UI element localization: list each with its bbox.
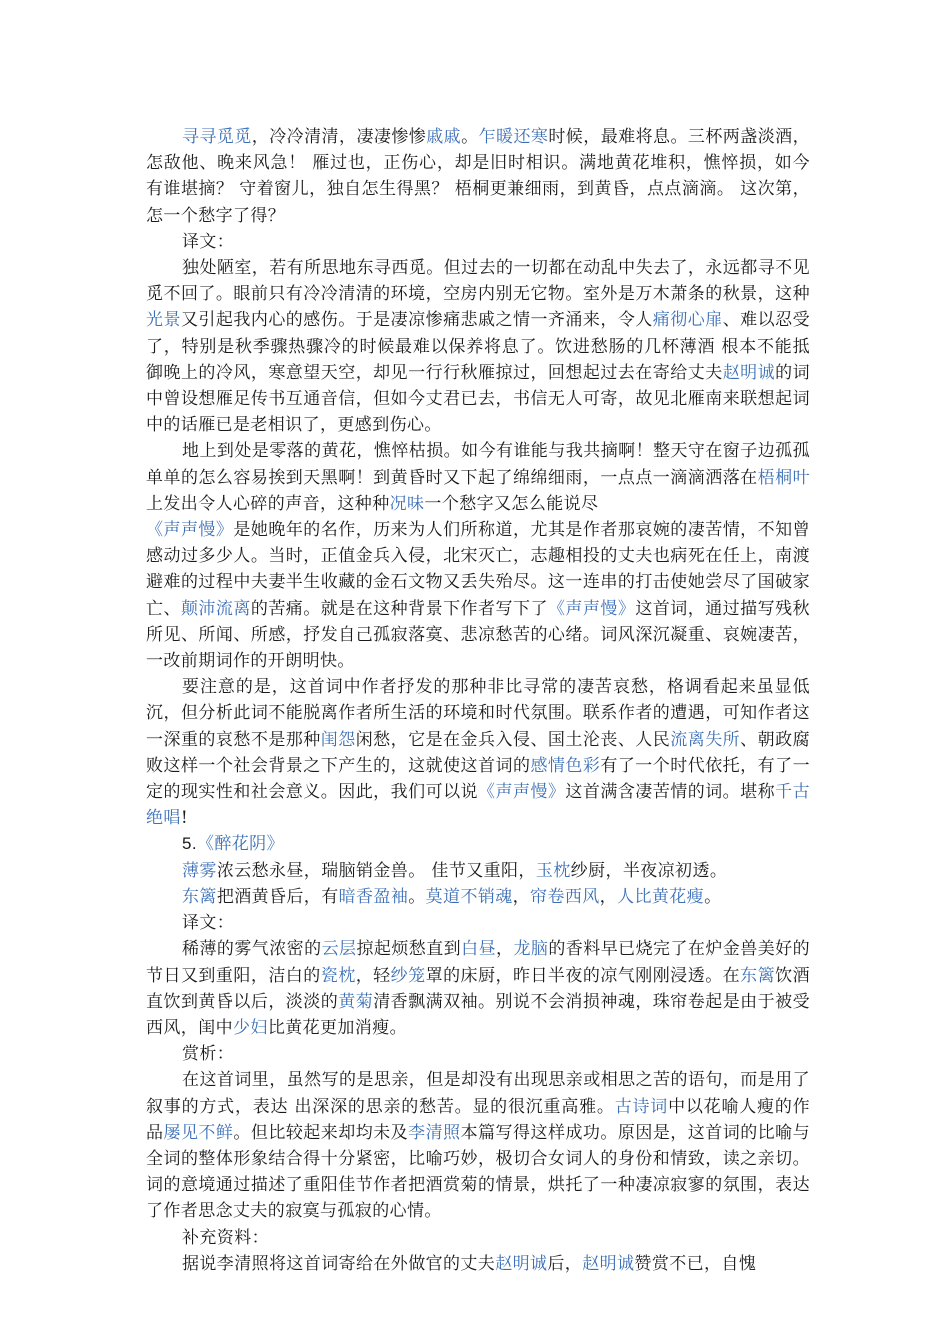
section-number: 5. [182,834,197,854]
hyperlink[interactable]: 薄雾 [182,860,217,881]
text-run: 把酒黄昏后，有 [216,886,339,907]
text-run: ， [512,886,531,907]
hyperlink[interactable]: 赵明诚 [495,1253,548,1274]
text-run: 地上到处是零落的黄花，憔悴枯损。如今有谁能与我共摘啊！整天守在窗子边孤孤单单的怎么容易挨到天黑啊！到黄昏时又下起了绵绵细雨，一点点一滴滴洒落在 [146,441,810,488]
text-run: 的香料早已烧完了在炉金兽美好的节日又到重阳，洁白的 [146,939,810,986]
text-run: ， [496,939,514,960]
hyperlink[interactable]: 《声声慢》 [146,520,234,541]
text-run: 中以花喻人瘦的作品 [146,1096,811,1143]
hyperlink[interactable]: 少妇 [233,1017,268,1038]
paragraph [146,1251,810,1277]
text-run: 时候，最难将息。三杯两盏淡酒，怎敌他、晚来风急！ 雁过也，正伤心，却是旧时相识。满地黄花堆积，憔悴损，如今有谁堪摘？ 守着窗儿，独自怎生得黑？ 梧桐更兼细雨，到黄昏，点点滴滴。 这次第，怎一个愁字了得？ [146,127,810,226]
text-run: 稀薄的雾气浓密的 [182,939,322,960]
hyperlink[interactable]: 赵明诚 [722,362,776,383]
hyperlink[interactable]: 寻寻觅觅 [182,127,252,147]
text-run: 的词中曾设想雁足传书互通音信，但如今丈君已去，书信无人可寄，故见北雁南来联想起词中的话雁已是老相识了，更感到伤心。 [146,362,811,436]
text-run: 这首满含凄苦情的词。堪称 [565,782,776,803]
text-run: 。 [461,127,479,147]
text-run: 的苦痛。就是在这种背景下作者写下了 [250,598,548,619]
hyperlink[interactable]: 东篱 [182,886,217,907]
hyperlink[interactable]: 纱笼 [390,965,426,986]
paragraph [146,438,810,517]
paragraph [146,124,810,229]
hyperlink[interactable]: 屡见不鲜 [163,1122,234,1143]
hyperlink[interactable]: 古诗词 [614,1096,669,1117]
text-run: 上发出令人心碎的声音，这种种 [146,493,390,514]
text-run: 这首词，通过描写残秋所见、所闻、所感，抒发自己孤寂落寞、悲凉愁苦的心绪。词风深沉凝重、哀婉凄苦，一改前期词作的开朗明快。 [146,598,810,672]
text-run: 独处陋室，若有所思地东寻西觅。但过去的一切都在动乱中失去了，永远都寻不见觅不回了。眼前只有冷冷清清的环境，空房内别无它物。室外是万木萧条的秋景，这种 [146,258,810,305]
text-run: 要注意的是，这首词中作者抒发的那种非比寻常的凄苦哀愁，格调看起来虽显低沉，但分析此词不能脱离作者所生活的环境和时代氛围。联系作者的遭遇，可知作者这一深重的哀愁不是那种 [146,677,810,750]
hyperlink[interactable]: 千古绝唱 [146,782,810,829]
paragraph [146,255,810,438]
paragraph [146,831,810,857]
text-run: 纱厨，半夜凉初透。 [570,860,728,881]
hyperlink[interactable]: 《声声慢》 [547,598,636,619]
paragraph [146,1225,810,1251]
text-run: ， [599,886,618,907]
hyperlink[interactable]: 戚戚 [426,127,462,147]
text-run: 赞赏不已，自愧 [634,1253,757,1274]
text-run: ，轻 [355,965,391,986]
paragraph [146,1067,810,1224]
hyperlink[interactable]: 颠沛流离 [180,598,251,619]
text-run: 补充资料： [182,1227,269,1248]
hyperlink[interactable]: 《醉花阴》 [196,834,284,855]
hyperlink[interactable]: 龙脑 [513,939,549,960]
paragraph [146,936,810,1041]
text-run: 一个愁字又怎么能说尽 [424,493,599,514]
hyperlink[interactable]: 黄菊 [338,991,374,1012]
paragraph [146,910,810,936]
paragraph [146,858,810,884]
hyperlink[interactable]: 白昼 [461,939,497,960]
text-run: 清香飘满双袖。别说不会消损神魂，珠帘卷起是由于被受西风，闺中 [146,991,810,1038]
hyperlink[interactable]: 光景 [146,310,181,331]
hyperlink[interactable]: 感情色彩 [530,755,601,776]
text-run: 。 [704,886,722,907]
hyperlink[interactable]: 莫道不销魂 [425,886,513,907]
paragraph [146,884,810,910]
text-run: 闲愁，它是在金兵入侵、国土沦丧、人民 [355,729,671,750]
hyperlink[interactable]: 帘卷西风 [530,886,600,907]
text-run: 。 [408,886,426,907]
text-run: 掠起烦愁直到 [356,939,462,960]
text-run: 后， [547,1253,583,1274]
hyperlink[interactable]: 况味 [389,493,425,514]
paragraph [146,229,810,255]
hyperlink[interactable]: 瓷枕 [320,965,356,986]
hyperlink[interactable]: 《声声慢》 [478,782,566,803]
text-run: ，冷冷清清，凄凄惨惨 [251,127,427,147]
text-run: 译文： [182,231,235,252]
hyperlink[interactable]: 赵明诚 [582,1253,635,1274]
paragraph [146,517,810,674]
text-run: 译文： [182,913,235,934]
hyperlink[interactable]: 东篱 [740,965,776,986]
text-run: 是她晚年的名作，历来为人们所称道，尤其是作者那哀婉的凄苦情，不知曾感动过多少人。当时，正值金兵入侵，北宋灭亡，志趣相投的丈夫也病死在任上，南渡避难的过程中夫妻半生收藏的金石文物又丢失殆尽。这一连串的打击使她尝尽了国破家亡、 [146,520,811,619]
text-run: 比黄花更加消瘦。 [267,1017,408,1038]
hyperlink[interactable]: 云层 [321,939,357,960]
hyperlink[interactable]: 流离失所 [670,729,741,750]
text-run: 饮酒直饮到黄昏以后，淡淡的 [146,965,810,1012]
text-run: ! [180,808,189,829]
text-run: 赏析： [182,1044,235,1065]
document-body [146,124,810,1277]
hyperlink[interactable]: 闺怨 [320,729,356,750]
hyperlink[interactable]: 李清照 [408,1122,461,1143]
hyperlink[interactable]: 乍暖还寒 [478,127,549,147]
hyperlink[interactable]: 暗香盈袖 [338,886,409,907]
text-run: 据说李清照将这首词寄给在外做官的丈夫 [182,1253,496,1274]
paragraph [146,674,810,831]
text-run: 有了一个时代依托，有了一定的现实性和社会意义。因此，我们可以说 [146,755,810,803]
paragraph [146,1041,810,1067]
text-run: 、朝政腐败这样一个社会背景之下产生的，这就使这首词的 [146,729,810,776]
text-run: 罩的床厨，昨日半夜的凉气刚刚浸透。在 [425,965,741,986]
hyperlink[interactable]: 人比黄花瘦 [617,886,705,907]
hyperlink[interactable]: 梧桐叶 [757,467,811,488]
text-run: 。但比较起来却均未及 [233,1122,409,1143]
text-run: 浓云愁永昼，瑞脑销金兽。 佳节又重阳， [216,860,536,881]
text-run: 又引起我内心的感伤。于是凄凉惨痛悲戚之情一齐涌来，令人 [180,310,653,331]
text-run: 、难以忍受了，特别是秋季骤热骤冷的时候最难以保养将息了。饮进愁肠的几杯薄酒 根本不能抵御晚上的冷风，寒意望天空，却见一行行秋雁掠过，回想起过去在寄给丈夫 [146,310,810,383]
text-run: 在这首词里，虽然写的是思亲，但是却没有出现思亲或相思之苦的语句，而是用了叙事的方式，表达 出深深的思亲的愁苦。显的很沉重高雅。 [146,1070,810,1117]
hyperlink[interactable]: 玉枕 [535,860,571,881]
hyperlink[interactable]: 痛彻心扉 [652,310,723,331]
text-run: 本篇写得这样成功。原因是，这首词的比喻与全词的整体形象结合得十分紧密，比喻巧妙，极切合女词人的身份和情致，读之亲切。词的意境通过描述了重阳佳节作者把酒赏菊的情景，烘托了一种凄凉寂寥的氛围，表达了作者思念丈夫的寂寞与孤寂的心情。 [146,1122,811,1222]
